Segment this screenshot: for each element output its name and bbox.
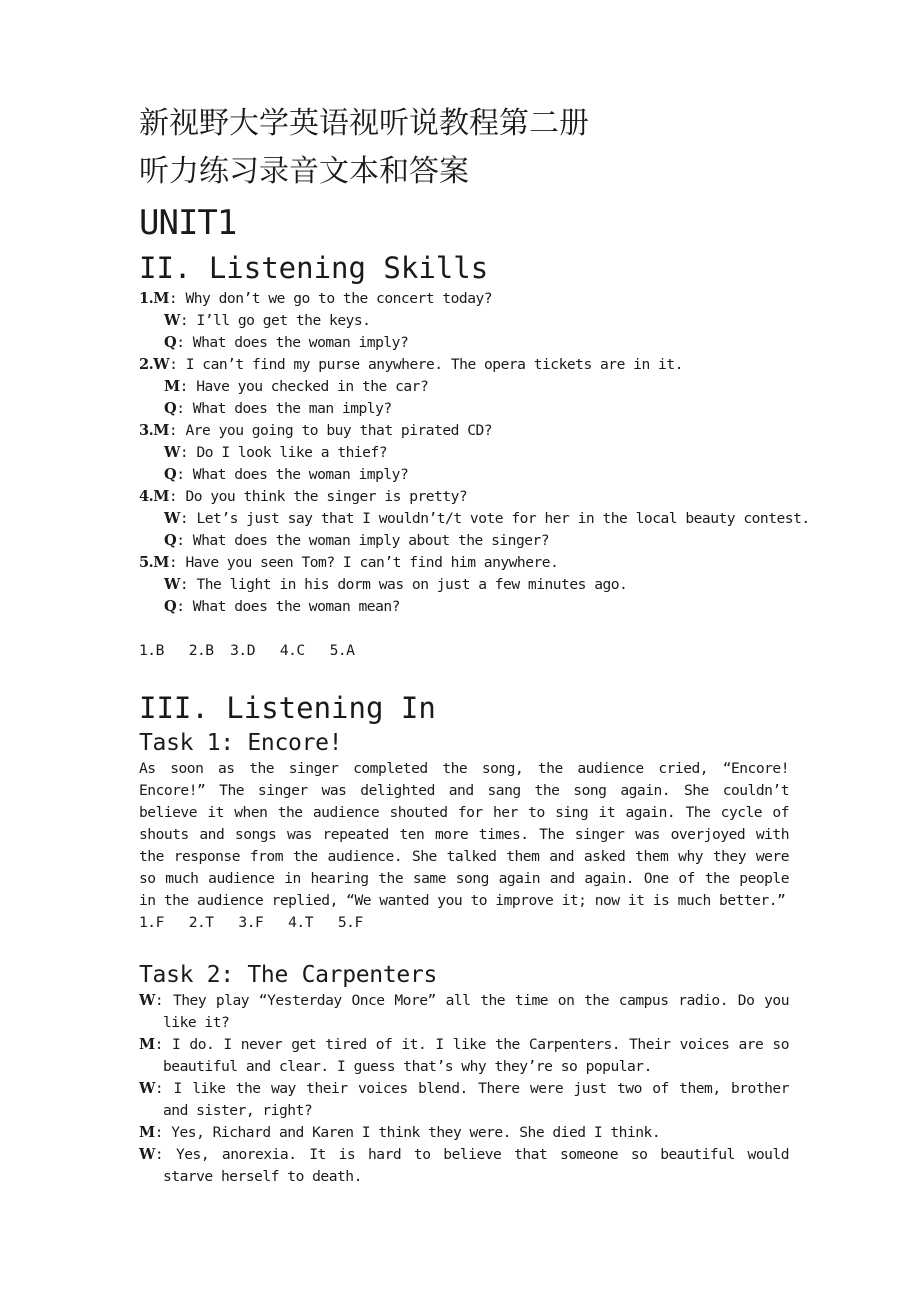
dialogue-line [139, 486, 789, 508]
listening-skills-answers: 1.B 2.B 3.D 4.C 5.A [139, 642, 355, 659]
task1-paragraph: As soon as the singer completed the song, the audience cried, “Encore! Encore!” The singer was delighted and sang the song again. She couldn’t believe it when the audience shouted for her to sing it again. The cycle of shouts and songs was repeated ten more times. The singer was overjoyed with the response from the audience. She talked them and asked them why they were so much audience in hearing the same song again and again. One of the people in the audience replied, “We wanted you to improve it; now it is much better.” [139, 760, 789, 909]
speaker-label: M [153, 422, 169, 439]
section-heading-listening-skills: II. Listening Skills [139, 251, 489, 285]
dialogue-line [139, 442, 789, 464]
speaker-label: M [164, 378, 180, 395]
task2-dialogue-line [139, 1034, 789, 1078]
dialogue-line [139, 376, 789, 398]
speaker-label: Q [164, 334, 177, 351]
document-page [139, 100, 810, 1188]
dialogue-text: : What does the woman mean? [176, 598, 400, 615]
speaker-label: M [153, 488, 169, 505]
dialogue-text: : What does the woman imply? [176, 466, 409, 483]
dialogue-text: : Yes, Richard and Karen I think they were. She died I think. [154, 1124, 661, 1141]
speaker-label: M [139, 1036, 155, 1053]
document-title-line1: 新视野大学英语视听说教程第二册 [139, 106, 589, 141]
dialogue-text: : I do. I never get tired of it. I like the Carpenters. Their voices are so beautiful and clear. I guess that’s why they’re so popular. [154, 1036, 789, 1075]
question-number: 4. [139, 488, 154, 505]
dialogue-line [139, 596, 789, 618]
dialogue-text: : Do you think the singer is pretty? [168, 488, 468, 505]
task2-dialogue [139, 990, 789, 1188]
task2-dialogue-line [139, 1078, 789, 1122]
question-number: 3. [139, 422, 154, 439]
speaker-label: Q [164, 598, 177, 615]
dialogue-line [139, 310, 789, 332]
speaker-label: Q [164, 532, 177, 549]
dialogue-text: : Do I look like a thief? [179, 444, 388, 461]
dialogue-line [139, 464, 789, 486]
speaker-label: M [139, 1124, 155, 1141]
dialogue-text: : What does the woman imply? [176, 334, 409, 351]
dialogue-text: : I’ll go get the keys. [179, 312, 371, 329]
unit-heading: UNIT1 [139, 203, 237, 243]
speaker-label: W [139, 992, 155, 1009]
speaker-label: W [164, 312, 180, 329]
speaker-label: M [153, 290, 169, 307]
question-number: 1. [139, 290, 154, 307]
dialogue-line [139, 288, 789, 310]
task2-dialogue-line [139, 1144, 789, 1188]
question-number: 5. [139, 554, 154, 571]
dialogue-line [139, 508, 810, 530]
dialogue-line [139, 420, 789, 442]
dialogue-text: : I like the way their voices blend. There were just two of them, brother and sister, right? [154, 1080, 789, 1119]
dialogue-line [139, 332, 789, 354]
dialogue-text: : Have you checked in the car? [179, 378, 429, 395]
dialogue-line [139, 398, 789, 420]
task2-dialogue-line [139, 1122, 789, 1144]
dialogue-text: : Yes, anorexia. It is hard to believe that someone so beautiful would starve herself to death. [154, 1146, 789, 1185]
dialogue-text: : They play “Yesterday Once More” all the time on the campus radio. Do you like it? [154, 992, 789, 1031]
dialogue-line [139, 354, 789, 376]
speaker-label: W [153, 356, 170, 373]
document-title-line2: 听力练习录音文本和答案 [139, 154, 469, 189]
dialogue-line [139, 552, 789, 574]
dialogue-line [139, 574, 789, 596]
task1-answers: 1.F 2.T 3.F 4.T 5.F [139, 914, 363, 931]
dialogue-text: : I can’t find my purse anywhere. The opera tickets are in it. [169, 356, 683, 373]
speaker-label: M [153, 554, 169, 571]
listening-skills-dialogues [139, 288, 810, 618]
dialogue-text: : The light in his dorm was on just a few minutes ago. [179, 576, 628, 593]
dialogue-text: : Have you seen Tom? I can’t find him anywhere. [168, 554, 559, 571]
dialogue-text: : What does the man imply? [176, 400, 392, 417]
speaker-label: Q [164, 400, 177, 417]
speaker-label: W [164, 576, 180, 593]
speaker-label: W [139, 1080, 155, 1097]
dialogue-text: : Why don’t we go to the concert today? [168, 290, 493, 307]
task2-dialogue-line [139, 990, 789, 1034]
speaker-label: W [139, 1146, 155, 1163]
question-number: 2. [139, 356, 154, 373]
task1-heading: Task 1: Encore! [139, 730, 343, 756]
speaker-label: W [164, 444, 180, 461]
task2-heading: Task 2: The Carpenters [139, 962, 438, 988]
dialogue-text: : What does the woman imply about the singer? [176, 532, 550, 549]
speaker-label: Q [164, 466, 177, 483]
dialogue-line [139, 530, 789, 552]
section-heading-listening-in: III. Listening In [139, 691, 436, 725]
speaker-label: W [164, 510, 180, 527]
dialogue-text: : Let’s just say that I wouldn’t/t vote for her in the local beauty contest. [179, 510, 810, 527]
dialogue-text: : Are you going to buy that pirated CD? [168, 422, 493, 439]
